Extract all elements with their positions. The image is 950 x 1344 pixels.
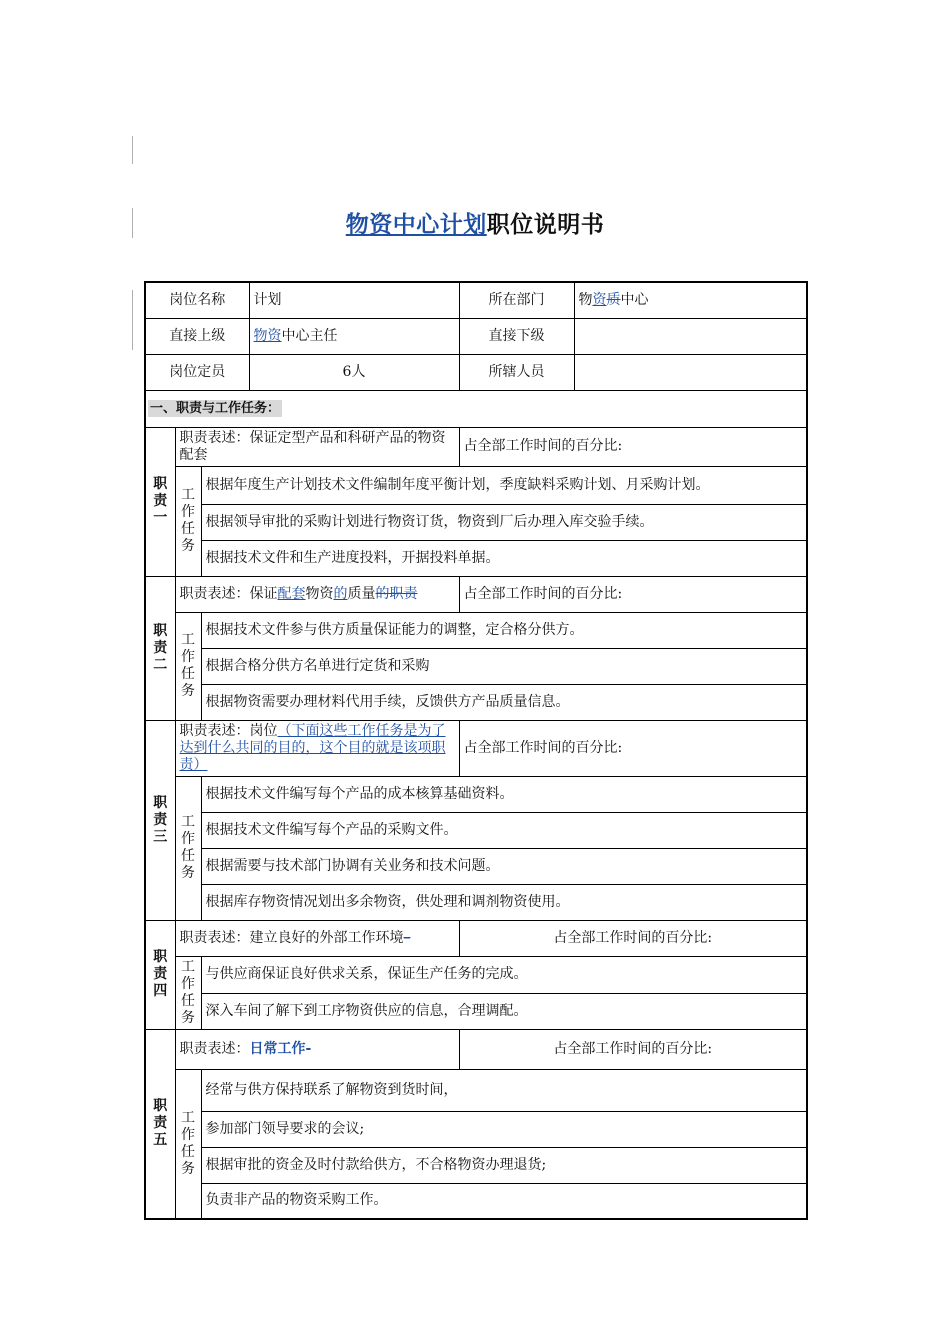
duty-5-task-4: 负责非产品的物资采购工作。 bbox=[201, 1183, 807, 1219]
duty-5-task-1: 经常与供方保持联系了解物资到货时间， bbox=[201, 1069, 807, 1111]
subordinate-label: 直接下级 bbox=[459, 318, 574, 354]
job-description-table bbox=[144, 281, 808, 1220]
duty-2-task-1: 根据技术文件参与供方质量保证能力的调整，定合格分供方。 bbox=[201, 612, 807, 648]
duty-5-desc-row bbox=[145, 1029, 807, 1069]
duty-4-task-label: 工作任务 bbox=[175, 956, 201, 1029]
duty-3-task-1: 根据技术文件编写每个产品的成本核算基础资料。 bbox=[201, 776, 807, 812]
section-header: 一、职责与工作任务： bbox=[145, 390, 807, 427]
duty-1-task-2: 根据领导审批的采购计划进行物资订货，物资到厂后办理入库交验手续。 bbox=[201, 504, 807, 540]
duty-1-task-row bbox=[145, 504, 807, 540]
margin-mark-top bbox=[132, 136, 133, 164]
duty-2-desc-row bbox=[145, 576, 807, 612]
info-row-1 bbox=[145, 282, 807, 318]
duty-1-task-label: 工作任务 bbox=[175, 466, 201, 576]
duty-5-task-row bbox=[145, 1147, 807, 1183]
department-value: 物资质中心 bbox=[574, 282, 807, 318]
duty-2-task-row bbox=[145, 684, 807, 720]
duty-5-task-row bbox=[145, 1111, 807, 1147]
duty-1-task-row bbox=[145, 540, 807, 576]
managed-value bbox=[574, 354, 807, 390]
position-name-label: 岗位名称 bbox=[145, 282, 249, 318]
duty-3-task-row bbox=[145, 884, 807, 920]
superior-label: 直接上级 bbox=[145, 318, 249, 354]
duty-1-task-3: 根据技术文件和生产进度投料，开据投料单据。 bbox=[201, 540, 807, 576]
duty-1-desc-row bbox=[145, 427, 807, 466]
duty-2-task-row bbox=[145, 612, 807, 648]
duty-5-task-row bbox=[145, 1069, 807, 1111]
duty-2-task-label: 工作任务 bbox=[175, 612, 201, 720]
headcount-value: 6人 bbox=[249, 354, 459, 390]
duty-2-task-2: 根据合格分供方名单进行定货和采购 bbox=[201, 648, 807, 684]
position-name-value: 计划 bbox=[249, 282, 459, 318]
department-label: 所在部门 bbox=[459, 282, 574, 318]
duty-4-task-2: 深入车间了解下到工序物资供应的信息，合理调配。 bbox=[201, 993, 807, 1029]
duty-4-task-row bbox=[145, 956, 807, 993]
duty-2-task-3: 根据物资需要办理材料代用手续，反馈供方产品质量信息。 bbox=[201, 684, 807, 720]
duty-3-task-2: 根据技术文件编写每个产品的采购文件。 bbox=[201, 812, 807, 848]
duty-1-label: 职责一 bbox=[145, 427, 175, 576]
duty-3-task-row bbox=[145, 812, 807, 848]
duty-5-task-2: 参加部门领导要求的会议; bbox=[201, 1111, 807, 1147]
duty-4-task-row bbox=[145, 993, 807, 1029]
title-text: 职位说明书 bbox=[486, 212, 605, 238]
duty-1-desc: 职责表述：保证定型产品和科研产品的物资配套 bbox=[175, 427, 459, 466]
duty-3-task-4: 根据库存物资情况划出多余物资，供处理和调剂物资使用。 bbox=[201, 884, 807, 920]
duty-4-desc-row bbox=[145, 920, 807, 956]
duty-1-percent: 占全部工作时间的百分比: bbox=[459, 427, 807, 466]
duty-2-percent: 占全部工作时间的百分比: bbox=[459, 576, 807, 612]
duty-3-task-row bbox=[145, 776, 807, 812]
duty-3-desc-row bbox=[145, 720, 807, 776]
duty-5-task-3: 根据审批的资金及时付款给供方，不合格物资办理退货; bbox=[201, 1147, 807, 1183]
duty-3-task-3: 根据需要与技术部门协调有关业务和技术问题。 bbox=[201, 848, 807, 884]
info-row-2 bbox=[145, 318, 807, 354]
duty-3-task-row bbox=[145, 848, 807, 884]
section-header-row bbox=[145, 390, 807, 427]
duty-3-task-label: 工作任务 bbox=[175, 776, 201, 920]
duty-3-desc: 职责表述：岗位（下面这些工作任务是为了达到什么共同的目的，这个目的就是该项职责） bbox=[175, 720, 459, 776]
managed-label: 所辖人员 bbox=[459, 354, 574, 390]
page-title bbox=[0, 206, 950, 239]
duty-4-desc: 职责表述：建立良好的外部工作环境– bbox=[175, 920, 459, 956]
superior-value: 物资中心主任 bbox=[249, 318, 459, 354]
margin-mark-table bbox=[132, 290, 133, 350]
duty-2-label: 职责二 bbox=[145, 576, 175, 720]
duty-4-task-1: 与供应商保证良好供求关系，保证生产任务的完成。 bbox=[201, 956, 807, 993]
duty-5-task-row bbox=[145, 1183, 807, 1219]
duty-4-percent: 占全部工作时间的百分比: bbox=[459, 920, 807, 956]
headcount-label: 岗位定员 bbox=[145, 354, 249, 390]
duty-2-desc: 职责表述：保证配套物资的质量的职责 bbox=[175, 576, 459, 612]
duty-1-task-1: 根据年度生产计划技术文件编制年度平衡计划，季度缺料采购计划、月采购计划。 bbox=[201, 466, 807, 504]
subordinate-value bbox=[574, 318, 807, 354]
duty-5-label: 职责五 bbox=[145, 1029, 175, 1219]
duty-3-label: 职责三 bbox=[145, 720, 175, 920]
duty-2-task-row bbox=[145, 648, 807, 684]
duty-5-percent: 占全部工作时间的百分比: bbox=[459, 1029, 807, 1069]
duty-5-desc: 职责表述：日常工作- bbox=[175, 1029, 459, 1069]
duty-1-task-row bbox=[145, 466, 807, 504]
info-row-3 bbox=[145, 354, 807, 390]
duty-5-task-label: 工作任务 bbox=[175, 1069, 201, 1219]
duty-3-percent: 占全部工作时间的百分比: bbox=[459, 720, 807, 776]
title-inserted-text: 物资中心计划 bbox=[345, 212, 487, 238]
duty-4-label: 职责四 bbox=[145, 920, 175, 1029]
